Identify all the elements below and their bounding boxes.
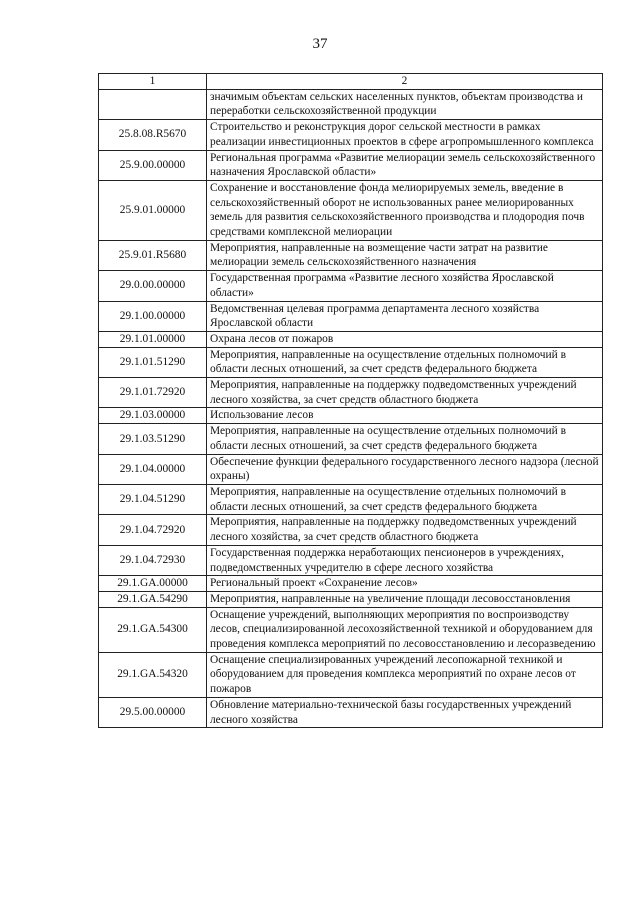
table-row: [99, 545, 603, 575]
table-row: [99, 150, 603, 180]
row-description: Охрана лесов от пожаров: [207, 331, 603, 347]
column-header-2: 2: [207, 74, 603, 90]
row-description: Мероприятия, направленные на осуществление отдельных полномочий в области лесных отношений, за счет средств федерального бюджета: [207, 424, 603, 454]
row-description: Оснащение специализированных учреждений лесопожарной техникой и оборудованием для проведения комплекса мероприятий по охране лесов от пожаров: [207, 652, 603, 697]
table-body: [99, 89, 603, 728]
table-row: [99, 301, 603, 331]
row-description: Обновление материально-технической базы государственных учреждений лесного хозяйства: [207, 697, 603, 727]
row-description: Региональная программа «Развитие мелиорации земель сельскохозяйственного назначения Ярославской области»: [207, 150, 603, 180]
table-row: [99, 591, 603, 607]
row-code: 29.1.01.72920: [99, 378, 207, 408]
row-code: 29.1.03.00000: [99, 408, 207, 424]
row-description: значимым объектам сельских населенных пунктов, объектам производства и переработки сельскохозяйственной продукции: [207, 89, 603, 119]
row-code: 29.1.01.51290: [99, 347, 207, 377]
row-description: Мероприятия, направленные на осуществление отдельных полномочий в области лесных отношений, за счет средств федерального бюджета: [207, 347, 603, 377]
row-code: 29.5.00.00000: [99, 697, 207, 727]
row-code: 29.1.GA.54290: [99, 591, 207, 607]
row-code: 29.1.04.72920: [99, 515, 207, 545]
row-description: Мероприятия, направленные на осуществление отдельных полномочий в области лесных отношений, за счет средств федерального бюджета: [207, 484, 603, 514]
page-number: 37: [312, 36, 328, 52]
row-code: 29.1.03.51290: [99, 424, 207, 454]
row-code: 25.8.08.R5670: [99, 120, 207, 150]
row-description: Обеспечение функции федерального государственного лесного надзора (лесной охраны): [207, 454, 603, 484]
table-row: [99, 484, 603, 514]
table-row: [99, 424, 603, 454]
table-row: [99, 408, 603, 424]
row-code: [99, 89, 207, 119]
table-row: [99, 697, 603, 727]
table-row: [99, 331, 603, 347]
table-row: [99, 515, 603, 545]
row-description: Мероприятия, направленные на поддержку подведомственных учреждений лесного хозяйства, за счет средств областного бюджета: [207, 378, 603, 408]
row-code: 29.1.GA.54300: [99, 607, 207, 652]
row-description: Использование лесов: [207, 408, 603, 424]
row-description: Государственная программа «Развитие лесного хозяйства Ярославской области»: [207, 271, 603, 301]
table-header-row: [99, 74, 603, 90]
row-code: 29.0.00.00000: [99, 271, 207, 301]
row-code: 29.1.04.51290: [99, 484, 207, 514]
row-description: Региональный проект «Сохранение лесов»: [207, 576, 603, 592]
table-row: [99, 240, 603, 270]
row-code: 29.1.GA.54320: [99, 652, 207, 697]
table-row: [99, 454, 603, 484]
table-row: [99, 180, 603, 240]
row-code: 29.1.04.72930: [99, 545, 207, 575]
table-row: [99, 271, 603, 301]
table-row: [99, 652, 603, 697]
row-description: Ведомственная целевая программа департамента лесного хозяйства Ярославской области: [207, 301, 603, 331]
row-description: Мероприятия, направленные на увеличение площади лесовосстановления: [207, 591, 603, 607]
row-code: 25.9.01.R5680: [99, 240, 207, 270]
table-row: [99, 347, 603, 377]
row-description: Мероприятия, направленные на возмещение части затрат на развитие мелиорации земель сельскохозяйственного назначения: [207, 240, 603, 270]
row-code: 25.9.00.00000: [99, 150, 207, 180]
column-header-1: 1: [99, 74, 207, 90]
table-row: [99, 607, 603, 652]
row-code: 29.1.04.00000: [99, 454, 207, 484]
row-description: Сохранение и восстановление фонда мелиорируемых земель, введение в сельскохозяйственный оборот не использованных ранее мелиорированных земель для развития сельскохозяйственного производства и плодородия почв средствами комплексной мелиорации: [207, 180, 603, 240]
table-row: [99, 378, 603, 408]
table-row: [99, 89, 603, 119]
row-description: Мероприятия, направленные на поддержку подведомственных учреждений лесного хозяйства, за счет средств областного бюджета: [207, 515, 603, 545]
row-code: 29.1.GA.00000: [99, 576, 207, 592]
row-description: Государственная поддержка неработающих пенсионеров в учреждениях, подведомственных учредителю в сфере лесного хозяйства: [207, 545, 603, 575]
row-code: 25.9.01.00000: [99, 180, 207, 240]
table-row: [99, 576, 603, 592]
row-code: 29.1.00.00000: [99, 301, 207, 331]
table-row: [99, 120, 603, 150]
row-description: Строительство и реконструкция дорог сельской местности в рамках реализации инвестиционных проектов в сфере агропромышленного комплекса: [207, 120, 603, 150]
row-code: 29.1.01.00000: [99, 331, 207, 347]
row-description: Оснащение учреждений, выполняющих мероприятия по воспроизводству лесов, специализированной лесохозяйственной техникой и оборудованием для проведения комплекса мероприятий по лесовосстановлению и лесоразведению: [207, 607, 603, 652]
budget-classification-table: [98, 73, 603, 728]
